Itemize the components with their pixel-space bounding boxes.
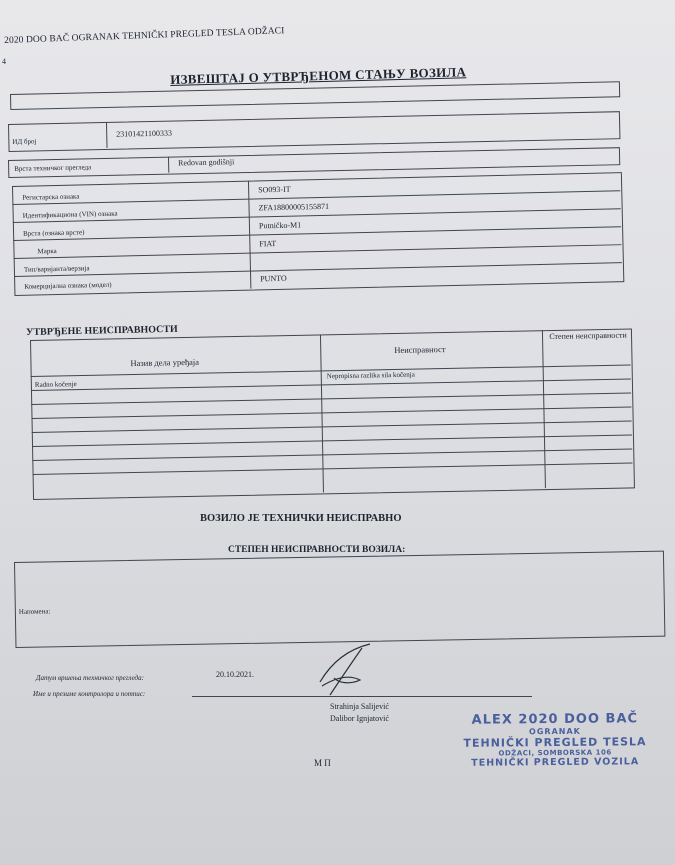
- defect-description: Nepropisna razlika sila kočenja: [326, 370, 415, 381]
- page-number: 4: [2, 57, 6, 66]
- stamp-line-5: TEHNIČKI PREGLED VOZILA: [471, 756, 640, 769]
- report-title: ИЗВЕШТАЈ О УТВРЂЕНОМ СТАЊУ ВОЗИЛА: [170, 64, 467, 87]
- vehicle-row-label: Идентификациона (VIN) ознака: [22, 209, 118, 220]
- vehicle-row-value: SO093-IT: [258, 184, 291, 195]
- id-label: ИД број: [12, 137, 37, 146]
- inspection-type-value: Redovan godišnji: [178, 157, 235, 168]
- vehicle-row-value: ZFA18800005155871: [258, 201, 330, 213]
- signature-scribble: [300, 640, 390, 700]
- company-stamp: [455, 711, 655, 769]
- vehicle-row-value: PUNTO: [260, 273, 287, 284]
- id-block: [8, 111, 618, 150]
- vehicle-row-value: Putničko-M1: [258, 220, 302, 231]
- vehicle-row-label: Тип/варијанта/верзија: [23, 264, 90, 274]
- vehicle-table: [12, 172, 622, 294]
- controller-name-1: Strahinja Salijević: [330, 702, 389, 711]
- verdict-text: ВОЗИЛО ЈЕ ТЕХНИЧКИ НЕИСПРАВНО: [200, 513, 402, 524]
- mp-label: М П: [314, 758, 331, 768]
- defects-table: [30, 328, 633, 497]
- id-value: 23101421100333: [116, 128, 173, 139]
- vehicle-row-label: Комерцијална ознака (модел): [24, 280, 112, 291]
- stamp-line-3: TEHNIČKI PREGLED TESLA: [463, 735, 647, 750]
- col-header-part: Назив дела уређаја: [130, 356, 200, 369]
- controller-label: Име и презиме контролора и потпис:: [33, 690, 146, 698]
- vehicle-row-label: Регистарска ознака: [22, 192, 80, 202]
- date-value: 20.10.2021.: [216, 670, 254, 679]
- vehicle-row-label: Марка: [37, 247, 57, 256]
- defects-section-title: УТВРЂЕНЕ НЕИСПРАВНОСТИ: [26, 323, 178, 338]
- note-label: Напомена:: [18, 607, 51, 616]
- note-frame: [14, 551, 665, 648]
- stamp-line-2: OGRANAK: [528, 726, 581, 737]
- vehicle-row-value: FIAT: [259, 239, 277, 249]
- degree-title: СТЕПЕН НЕИСПРАВНОСТИ ВОЗИЛА:: [228, 545, 406, 555]
- note-box: [14, 551, 663, 646]
- stamp-line-1: ALEX 2020 DOO BAČ: [471, 711, 639, 728]
- col-header-degree: Степен неисправности: [549, 330, 627, 342]
- controller-name-2: Dalibor Ignjatović: [330, 714, 389, 723]
- company-header: 2020 DOO BAČ OGRANAK TEHNIČKI PREGLED TESLA ODŽACI: [4, 26, 285, 46]
- defect-part: Radno kočenje: [34, 380, 77, 389]
- stamp-line-4: ODŽACI, SOMBORSKA 106: [498, 748, 612, 758]
- date-label: Датум вршења техничког прегледа:: [36, 674, 144, 682]
- id-frame: [8, 111, 620, 152]
- inspection-type-block: [8, 147, 618, 176]
- inspection-type-label: Врста техничког прегледа: [14, 163, 92, 173]
- vehicle-row-label: Врста (ознака врсте): [22, 228, 85, 238]
- title-frame: [10, 81, 620, 110]
- col-header-defect: Неисправност: [394, 344, 446, 356]
